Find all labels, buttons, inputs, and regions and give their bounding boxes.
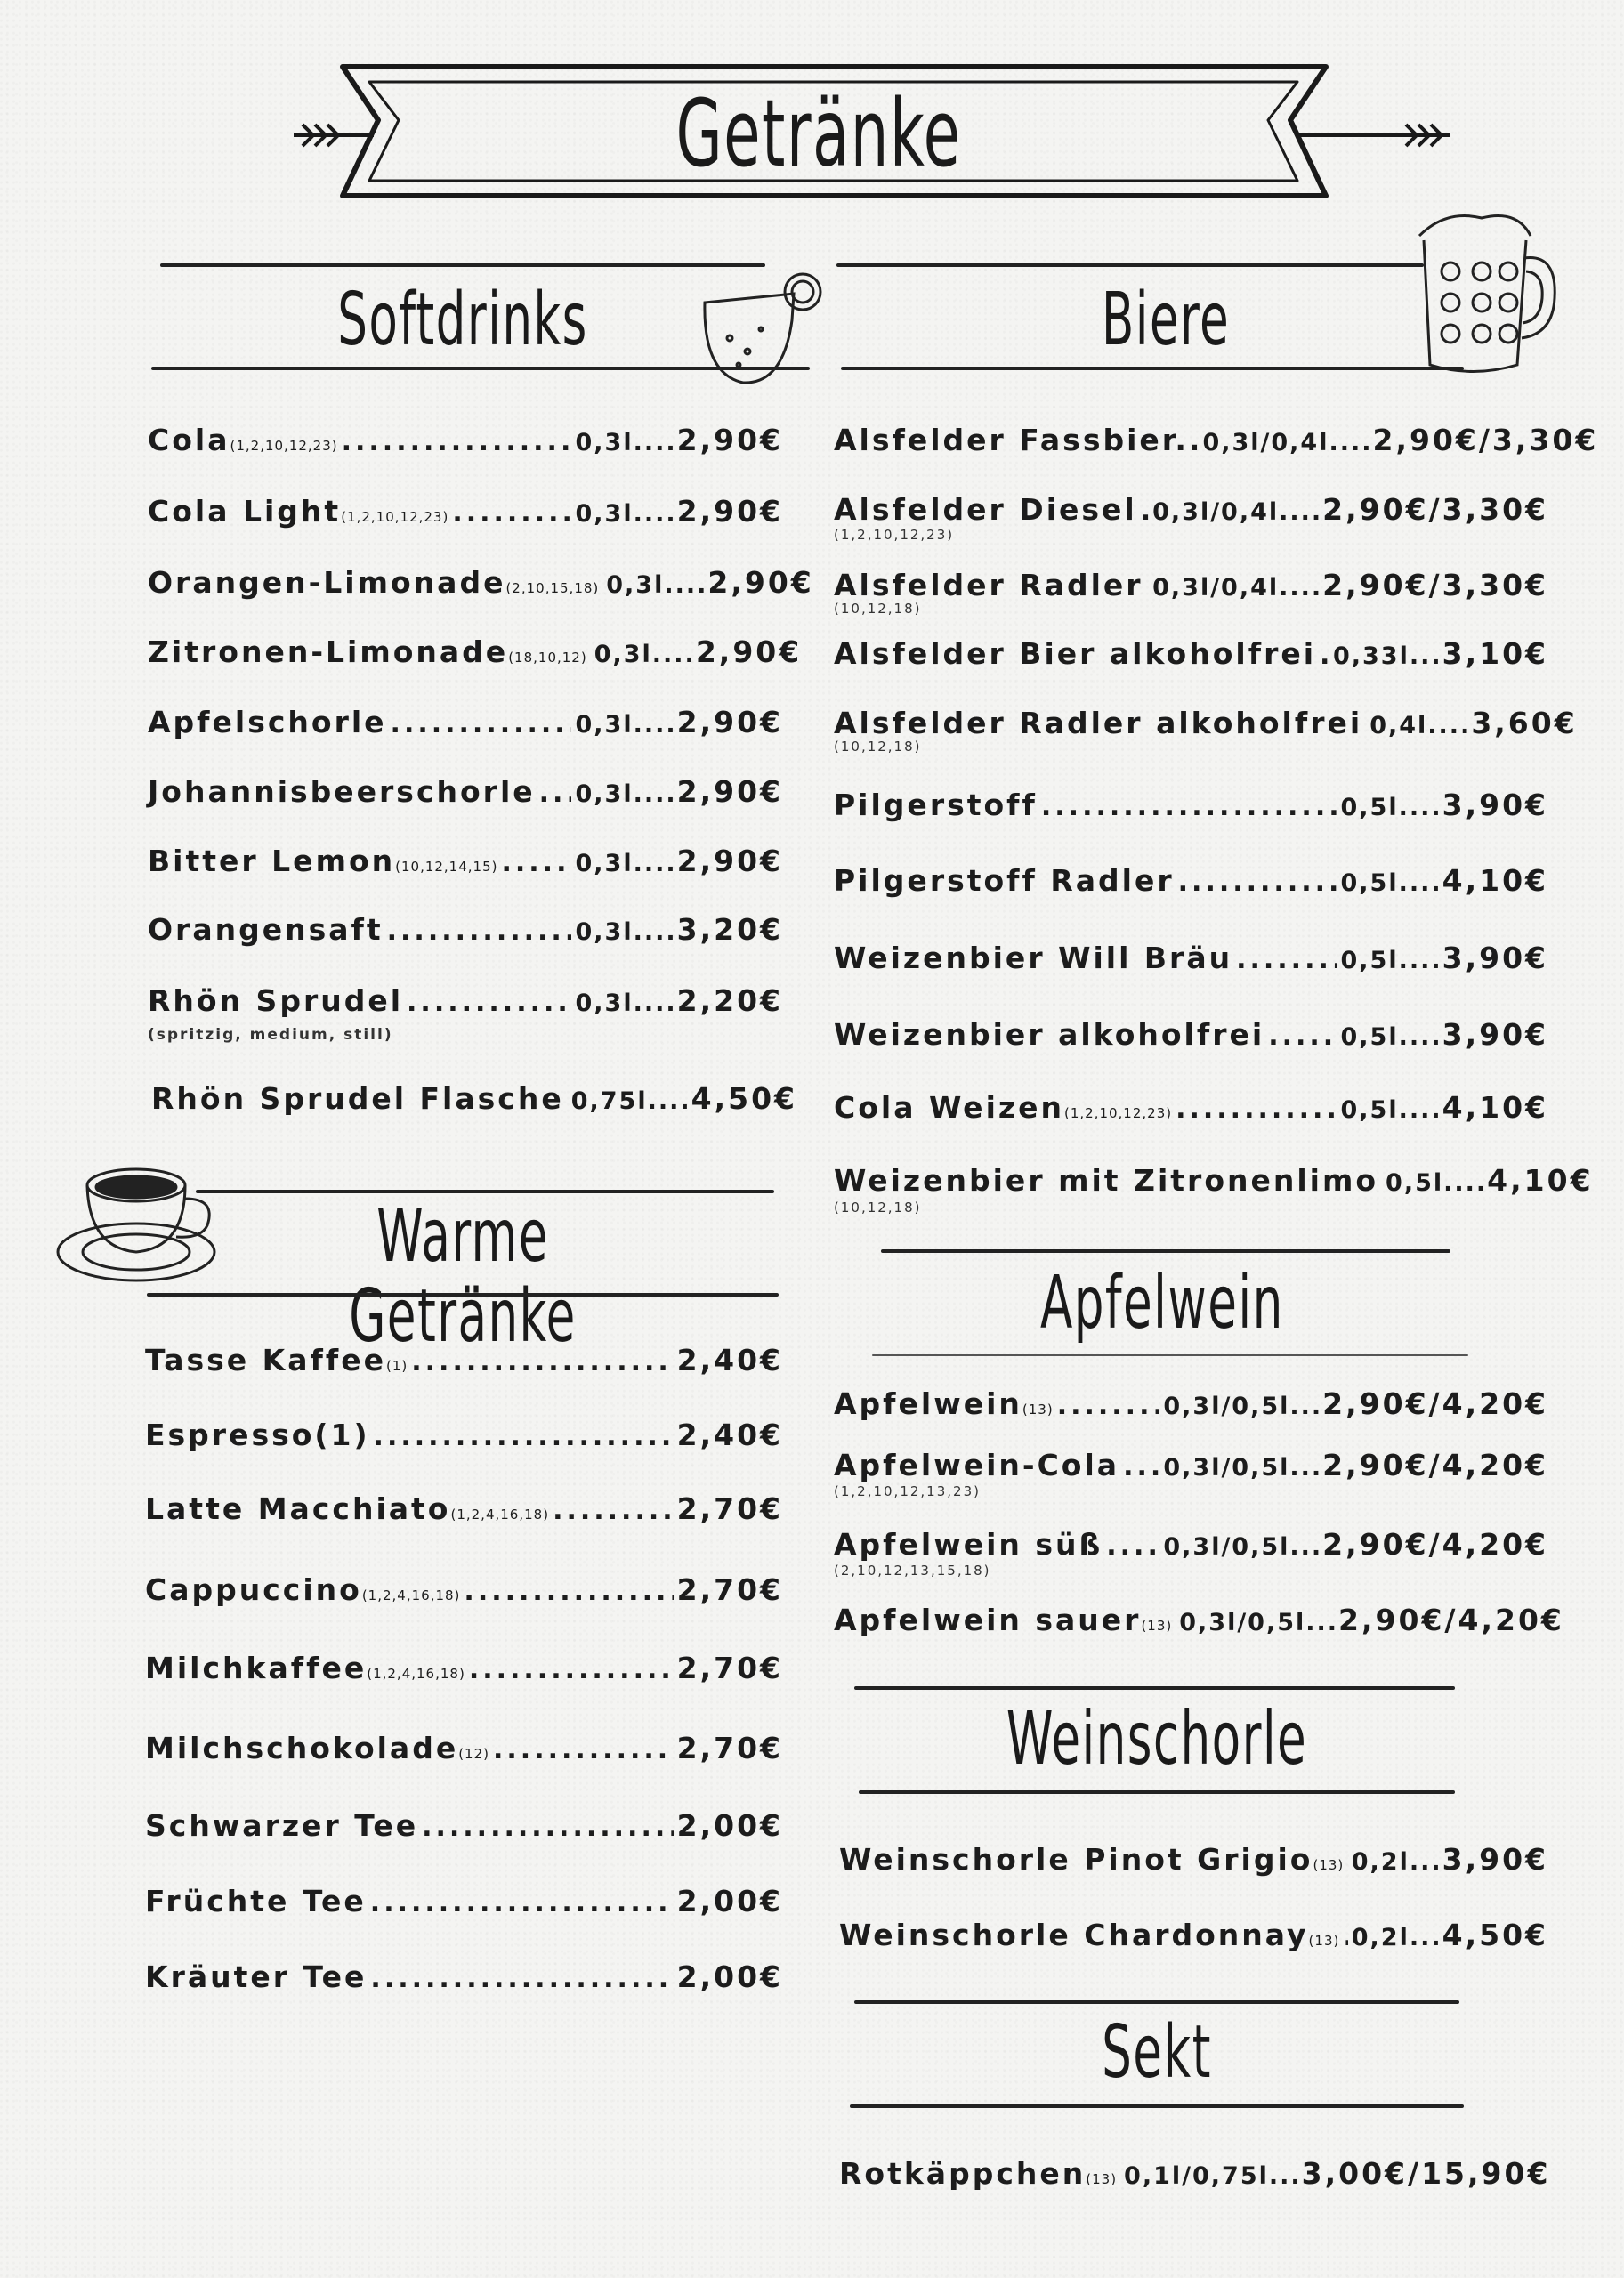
coffee-cup-icon (52, 1159, 230, 1288)
list-item: Weizenbier alkoholfrei ..... 0,5l.... 3,90€ (834, 1017, 1548, 1055)
list-item: Cola Light (1,2,10,12,23) ..... 0,3l.... 2,90€ (148, 494, 783, 535)
list-item: Milchschokolade (12) ..... 2,70€ (145, 1731, 783, 1772)
divider (841, 367, 1464, 370)
section-title-sekt: Sekt (1102, 2010, 1212, 2095)
list-item: Rhön Sprudel ..... 0,3l.... 2,20€ (148, 983, 783, 1022)
item-note: (10,12,18) (834, 739, 922, 755)
item-note: (1,2,10,12,13,23) (834, 1483, 981, 1499)
item-note: (2,10,12,13,15,18) (834, 1563, 991, 1579)
list-item: Kräuter Tee ..... 2,00€ (145, 1959, 783, 1997)
list-item: Apfelwein (13) ..... 0,3l/0,5l... 2,90€/4,20€ (834, 1386, 1548, 1427)
beer-mug-icon (1410, 209, 1562, 378)
divider (881, 1249, 1450, 1253)
list-item: Johannisbeerschorle ..... 0,3l.... 2,90€ (148, 774, 783, 812)
arrow-right-icon (1299, 125, 1450, 146)
divider (854, 2000, 1459, 2004)
list-item: Alsfelder Fassbier.. 0,3l/0,4l.... 2,90€/3,30€ (834, 423, 1599, 457)
list-item: Espresso(1) ..... 2,40€ (145, 1418, 783, 1455)
list-item: Alsfelder Radler ..... 0,3l/0,4l.... 2,90€/3,30€ (834, 568, 1548, 606)
list-item: Latte Macchiato (1,2,4,16,18) ..... 2,70€ (145, 1491, 783, 1532)
list-item: Alsfelder Bier alkoholfrei ..... 0,33l... 3,10€ (834, 636, 1548, 675)
list-item: Orangensaft ..... 0,3l.... 3,20€ (148, 912, 783, 950)
list-item: Rotkäppchen (13) 0,1l/0,75l... 3,00€/15,90€ (839, 2156, 1551, 2191)
arrow-left-icon (294, 125, 374, 146)
list-item: Apfelwein sauer (13) 0,3l/0,5l... 2,90€/4,20€ (834, 1603, 1564, 1637)
list-item: Weizenbier Will Bräu ..... 0,5l.... 3,90€ (834, 941, 1548, 979)
list-item: Apfelwein-Cola ..... 0,3l/0,5l... 2,90€/4,20€ (834, 1448, 1548, 1486)
list-item: Alsfelder Radler alkoholfrei 0,4l.... 3,60€ (834, 706, 1578, 740)
list-item: Alsfelder Diesel ..... 0,3l/0,4l.... 2,90€/3,30€ (834, 492, 1548, 530)
list-item: Bitter Lemon (10,12,14,15) ..... 0,3l.... 2,90€ (148, 844, 783, 885)
item-note: (10,12,18) (834, 601, 922, 617)
list-item: Apfelschorle ..... 0,3l.... 2,90€ (148, 705, 783, 743)
divider (872, 1354, 1468, 1356)
list-item: Früchte Tee ..... 2,00€ (145, 1884, 783, 1921)
list-item: Pilgerstoff ..... 0,5l.... 3,90€ (834, 788, 1548, 826)
divider (859, 1790, 1455, 1794)
divider (160, 263, 765, 267)
cocktail-glass-icon (694, 267, 828, 392)
item-note: (1,2,10,12,23) (834, 527, 955, 543)
list-item: Zitronen-Limonade (18,10,12) 0,3l.... 2,90€ (148, 634, 803, 669)
section-title-apfelwein: Apfelwein (1040, 1261, 1284, 1345)
list-item: Rhön Sprudel Flasche 0,75l.... 4,50€ (151, 1081, 798, 1116)
list-item: Apfelwein süß ..... 0,3l/0,5l... 2,90€/4,20€ (834, 1527, 1548, 1565)
list-item: Cola Weizen (1,2,10,12,23) ..... 0,5l.... 4,10€ (834, 1090, 1548, 1131)
item-note: (spritzig, medium, still) (148, 1026, 393, 1044)
section-title-softdrinks: Softdrinks (337, 278, 588, 362)
list-item: Milchkaffee (1,2,4,16,18) ..... 2,70€ (145, 1651, 783, 1692)
list-item: Tasse Kaffee (1) ..... 2,40€ (145, 1343, 783, 1384)
divider (147, 1293, 779, 1297)
divider (854, 1686, 1455, 1690)
page-title: Getränke (675, 79, 962, 188)
list-item: Weinschorle Chardonnay (13) ..... 0,2l... 4,50€ (839, 1918, 1548, 1959)
divider (850, 2104, 1464, 2108)
divider (196, 1190, 774, 1193)
section-title-weinschorle: Weinschorle (1006, 1697, 1308, 1781)
divider (836, 263, 1424, 267)
item-note: (10,12,18) (834, 1200, 922, 1216)
list-item: Cola (1,2,10,12,23) ..... 0,3l.... 2,90€ (148, 423, 783, 464)
list-item: Schwarzer Tee ..... 2,00€ (145, 1808, 783, 1846)
section-title-warm: Warme Getränke (349, 1194, 577, 1359)
section-title-biere: Biere (1101, 278, 1231, 362)
list-item: Cappuccino (1,2,4,16,18) ..... 2,70€ (145, 1572, 783, 1613)
list-item: Pilgerstoff Radler ..... 0,5l.... 4,10€ (834, 863, 1548, 901)
list-item: Weizenbier mit Zitronenlimo 0,5l.... 4,10€ (834, 1163, 1594, 1198)
list-item: Orangen-Limonade (2,10,15,18) 0,3l.... 2,90€ (148, 565, 814, 600)
list-item: Weinschorle Pinot Grigio (13) ..... 0,2l... 3,90€ (839, 1842, 1548, 1883)
